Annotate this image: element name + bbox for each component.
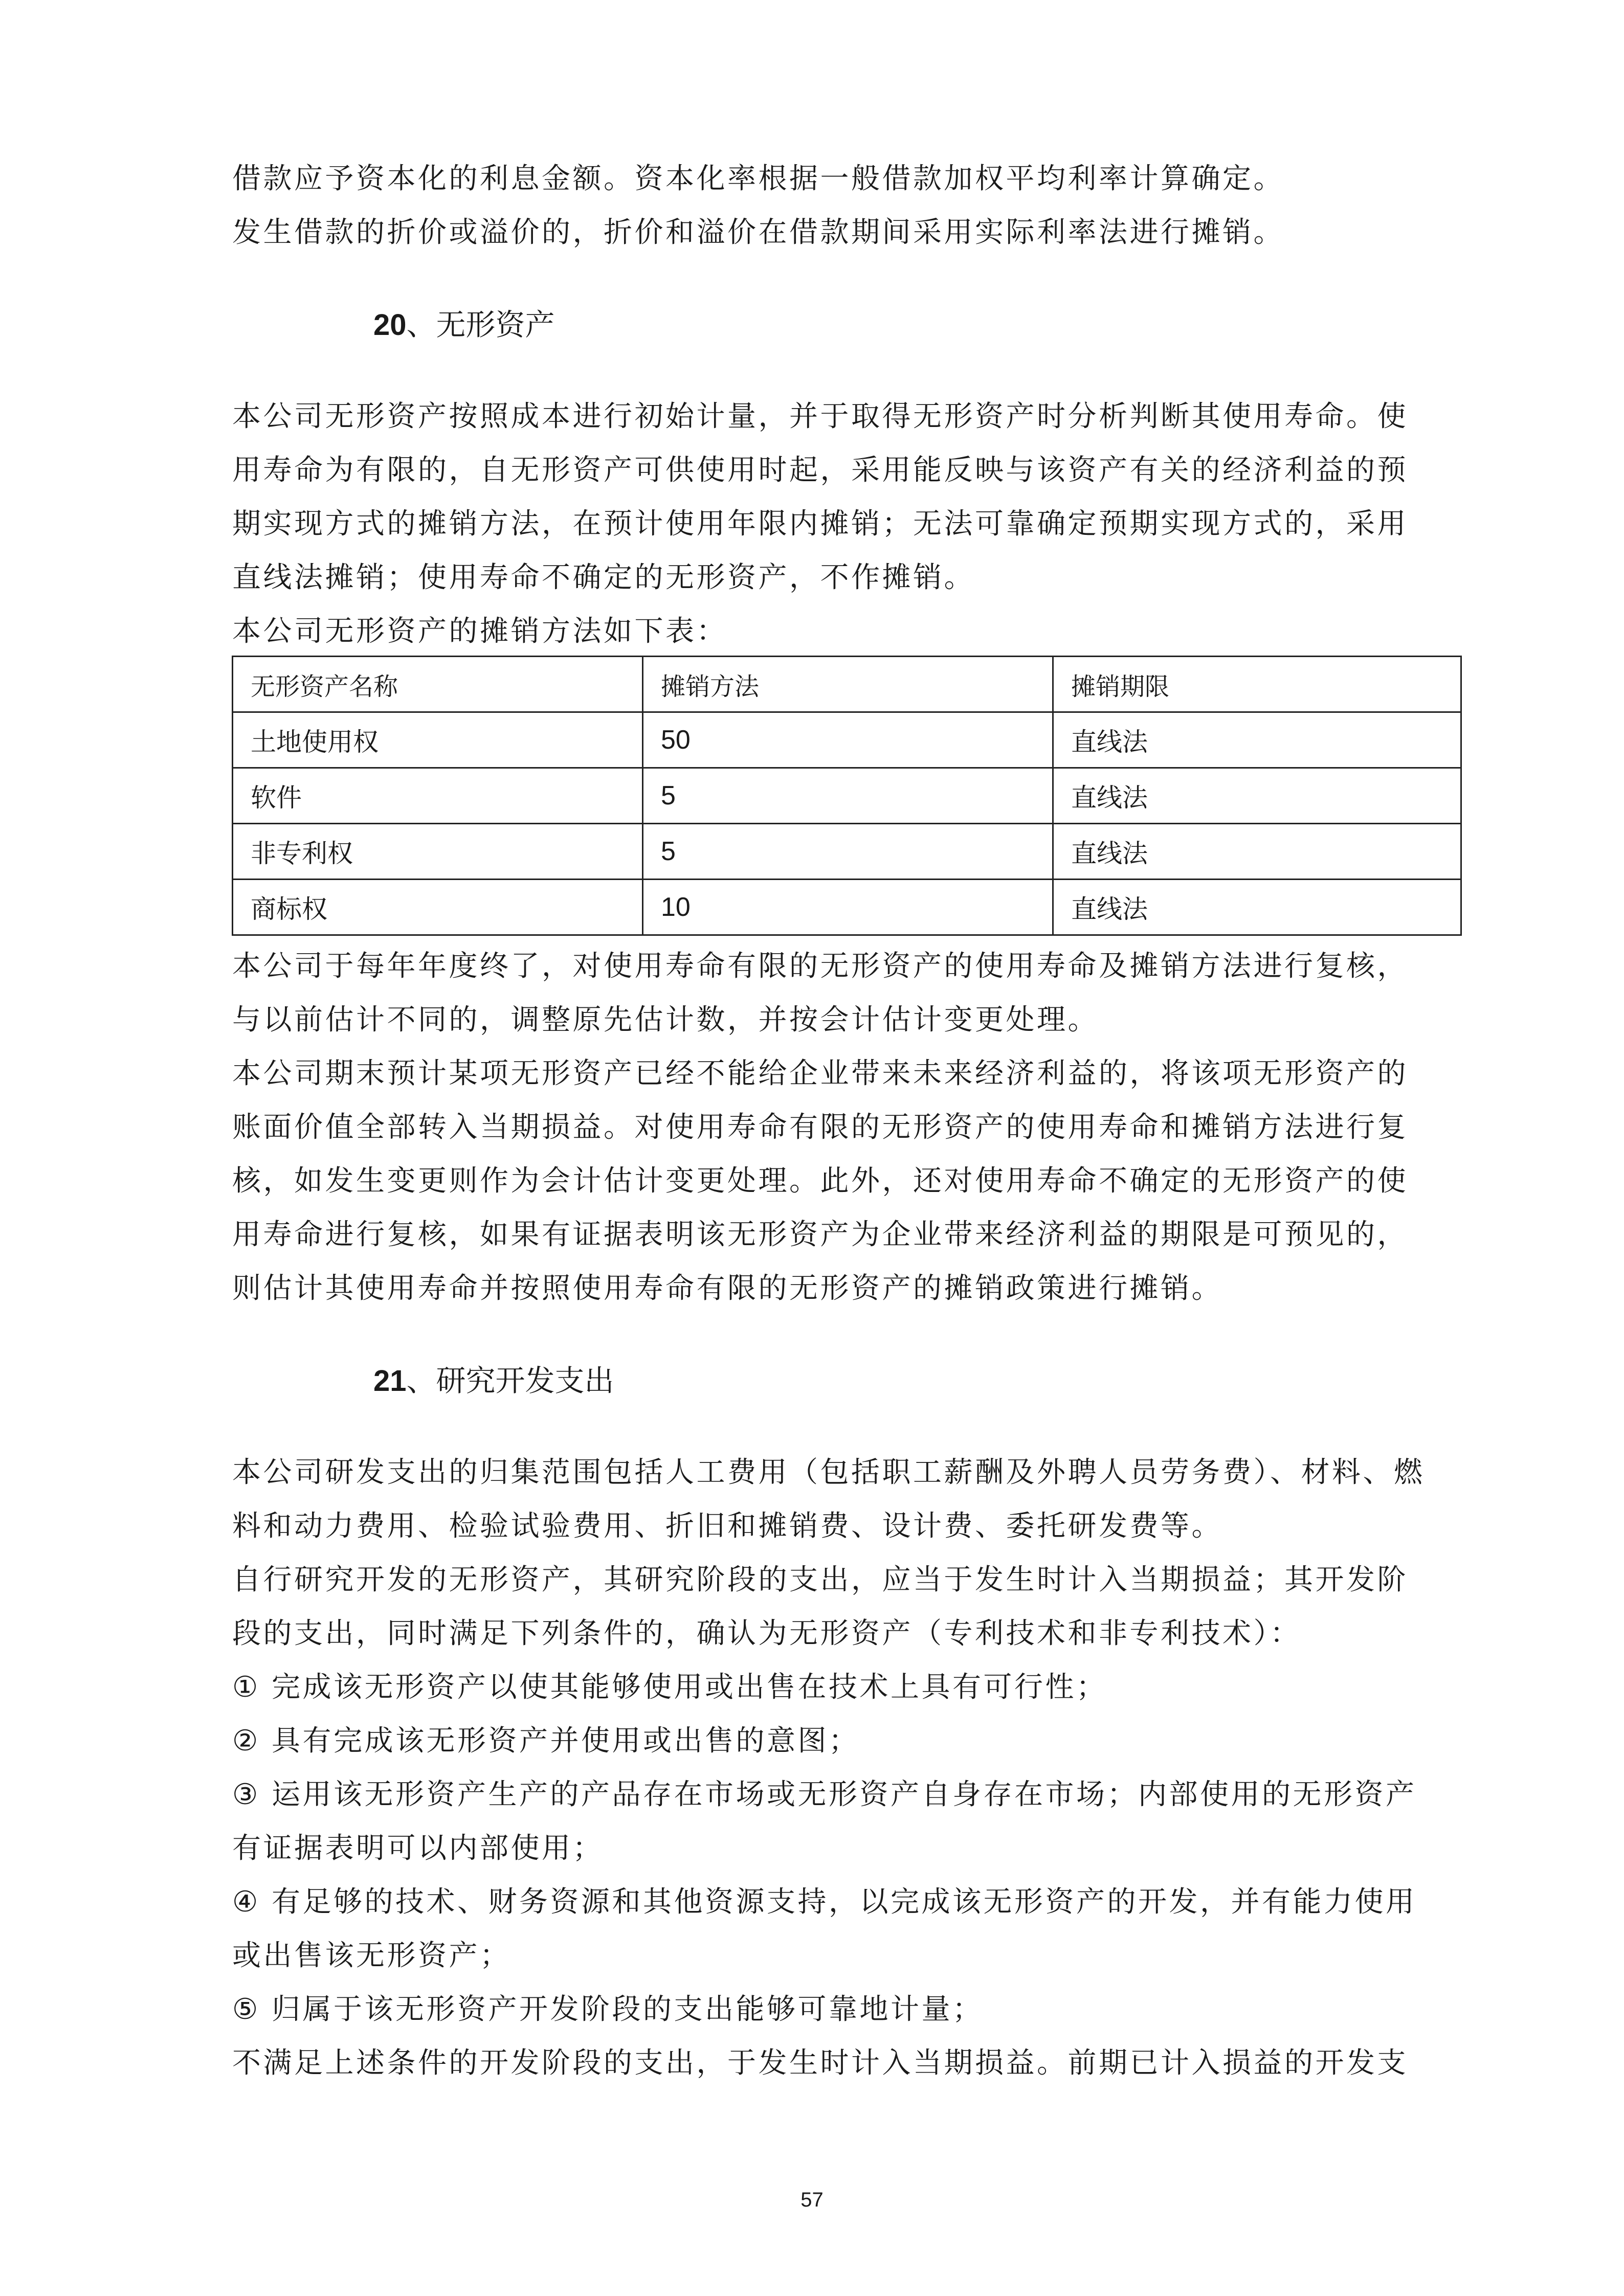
table-cell: 直线法: [1053, 712, 1461, 768]
section-title: 、研究开发支出: [406, 1363, 614, 1398]
list-item: ② 具有完成该无形资产并使用或出售的意图；: [232, 1724, 860, 1758]
table-header-cell: 无形资产名称: [233, 657, 643, 712]
table-cell: 5: [643, 824, 1053, 880]
list-item: ⑤ 归属于该无形资产开发阶段的支出能够可靠地计量；: [232, 1993, 984, 2026]
paragraph-line: 段的支出，同时满足下列条件的，确认为无形资产（专利技术和非专利技术）：: [232, 1617, 1301, 1650]
table-cell: 5: [643, 768, 1053, 824]
page-number: 57: [800, 2189, 824, 2211]
paragraph-line: 料和动力费用、检验试验费用、折旧和摊销费、设计费、委托研发费等。: [232, 1510, 1222, 1543]
table-header-row: [233, 657, 1461, 712]
list-item: ③ 运用该无形资产生产的产品存在市场或无形资产自身存在市场；内部使用的无形资产: [232, 1778, 1417, 1811]
paragraph-line: 自行研究开发的无形资产，其研究阶段的支出，应当于发生时计入当期损益；其开发阶: [232, 1563, 1408, 1596]
paragraph-line: 借款应予资本化的利息金额。资本化率根据一般借款加权平均利率计算确定。: [232, 162, 1284, 195]
section-heading: [373, 1355, 614, 1407]
paragraph-line: 发生借款的折价或溢价的，折价和溢价在借款期间采用实际利率法进行摊销。: [232, 216, 1284, 249]
paragraph-line: 则估计其使用寿命并按照使用寿命有限的无形资产的摊销政策进行摊销。: [232, 1272, 1222, 1305]
table-cell: 直线法: [1053, 768, 1461, 824]
section-number: 21: [373, 1364, 407, 1398]
paragraph-line: 用寿命进行复核，如果有证据表明该无形资产为企业带来经济利益的期限是可预见的，: [232, 1218, 1408, 1251]
paragraph-line: 直线法摊销；使用寿命不确定的无形资产，不作摊销。: [232, 561, 975, 594]
table-row: [233, 712, 1461, 768]
table-header-cell: 摊销期限: [1053, 657, 1461, 712]
table-row: [233, 768, 1461, 824]
table-row: [233, 824, 1461, 880]
paragraph-line: 本公司期末预计某项无形资产已经不能给企业带来未来经济利益的，将该项无形资产的: [232, 1057, 1408, 1090]
paragraph-line: 期实现方式的摊销方法，在预计使用年限内摊销；无法可靠确定预期实现方式的，采用: [232, 507, 1408, 541]
table-cell: 商标权: [233, 880, 643, 935]
table-cell: 土地使用权: [233, 712, 643, 768]
section-heading: [373, 299, 555, 351]
table-cell: 10: [643, 880, 1053, 935]
paragraph-line: 本公司无形资产按照成本进行初始计量，并于取得无形资产时分析判断其使用寿命。使: [232, 400, 1408, 433]
list-item: ① 完成该无形资产以使其能够使用或出售在技术上具有可行性；: [232, 1671, 1107, 1704]
paragraph-line: 或出售该无形资产；: [232, 1939, 511, 1972]
table-cell: 软件: [233, 768, 643, 824]
paragraph-line: 用寿命为有限的，自无形资产可供使用时起，采用能反映与该资产有关的经济利益的预: [232, 454, 1408, 487]
paragraph-line: 本公司于每年年度终了，对使用寿命有限的无形资产的使用寿命及摊销方法进行复核，: [232, 950, 1408, 983]
paragraph-line: 核，如发生变更则作为会计估计变更处理。此外，还对使用寿命不确定的无形资产的使: [232, 1164, 1408, 1198]
table-cell: 直线法: [1053, 824, 1461, 880]
section-number: 20: [373, 308, 407, 342]
section-title: 、无形资产: [406, 307, 555, 342]
table-row: [233, 880, 1461, 935]
paragraph-line: 本公司无形资产的摊销方法如下表：: [232, 615, 727, 648]
paragraph-line: 不满足上述条件的开发阶段的支出，于发生时计入当期损益。前期已计入损益的开发支: [232, 2046, 1408, 2080]
list-item: ④ 有足够的技术、财务资源和其他资源支持，以完成该无形资产的开发，并有能力使用: [232, 1885, 1417, 1919]
paragraph-line: 本公司研发支出的归集范围包括人工费用（包括职工薪酬及外聘人员劳务费）、材料、燃: [232, 1456, 1425, 1489]
table-cell: 非专利权: [233, 824, 643, 880]
paragraph-line: 与以前估计不同的，调整原先估计数，并按会计估计变更处理。: [232, 1003, 1099, 1037]
paragraph-line: 账面价值全部转入当期损益。对使用寿命有限的无形资产的使用寿命和摊销方法进行复: [232, 1111, 1408, 1144]
table-cell: 50: [643, 712, 1053, 768]
table-cell: 直线法: [1053, 880, 1461, 935]
paragraph-line: 有证据表明可以内部使用；: [232, 1832, 604, 1865]
amortization-table: [232, 656, 1462, 936]
table-header-cell: 摊销方法: [643, 657, 1053, 712]
